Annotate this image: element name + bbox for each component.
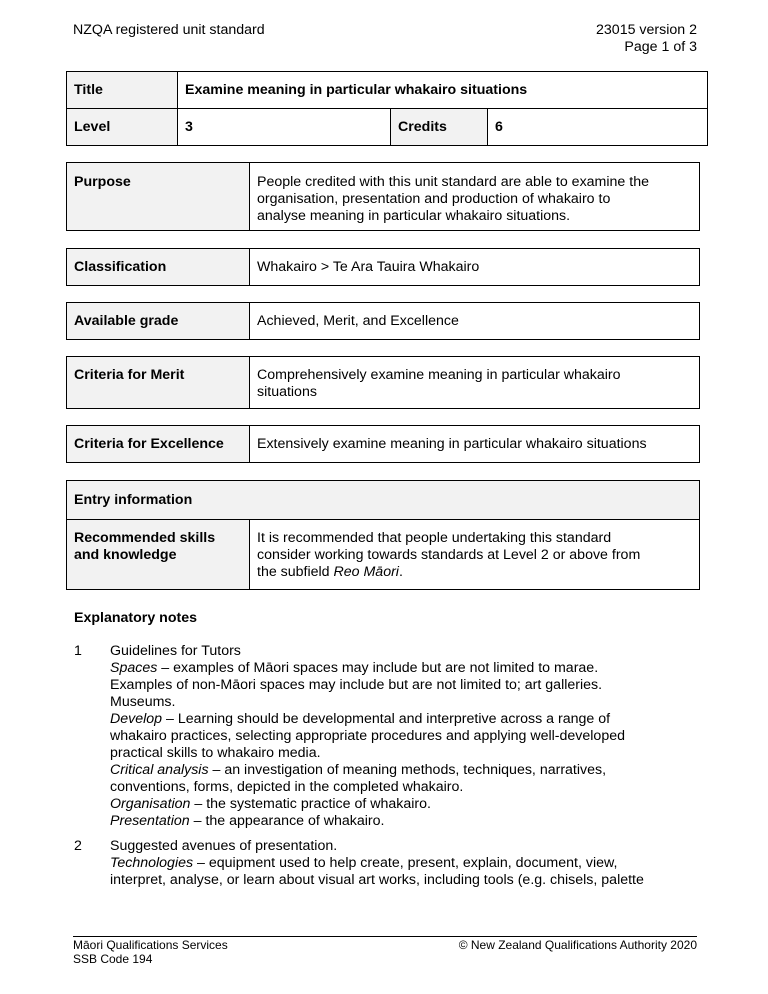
title-value: Examine meaning in particular whakairo situations bbox=[178, 72, 708, 109]
recommended-skills-line bbox=[257, 564, 692, 581]
title-table bbox=[66, 71, 708, 146]
recommended-skills-label-line: Recommended skills bbox=[74, 530, 216, 546]
title-label: Title bbox=[67, 72, 178, 109]
footer-left bbox=[73, 938, 228, 966]
note-line bbox=[110, 855, 710, 872]
criteria-excellence-value: Extensively examine meaning in particular whakairo situations bbox=[250, 426, 700, 463]
criteria-excellence-label: Criteria for Excellence bbox=[67, 426, 250, 463]
term-presentation: Presentation bbox=[110, 813, 190, 829]
note-line bbox=[110, 813, 710, 830]
credits-value: 6 bbox=[488, 109, 708, 146]
recommended-skills-value bbox=[250, 520, 700, 590]
available-grade-label: Available grade bbox=[67, 303, 250, 340]
definition-text: – the systematic practice of whakairo. bbox=[190, 796, 431, 812]
header-version-block bbox=[596, 22, 697, 56]
explanatory-notes-heading: Explanatory notes bbox=[74, 610, 197, 626]
note-line: conventions, forms, depicted in the completed whakairo. bbox=[110, 779, 464, 795]
recommended-skills-line: consider working towards standards at Level 2 or above from bbox=[257, 547, 641, 563]
subfield-suffix: . bbox=[398, 564, 403, 580]
note-1 bbox=[74, 643, 714, 829]
note-line bbox=[110, 796, 710, 813]
footer-divider bbox=[73, 936, 697, 937]
definition-text: – examples of Māori spaces may include but are not limited to marae. bbox=[157, 660, 599, 676]
footer-ssb-code: SSB Code 194 bbox=[73, 952, 153, 966]
footer-organisation: Māori Qualifications Services bbox=[73, 938, 228, 952]
header-page-number: Page 1 of 3 bbox=[624, 39, 697, 55]
note-title: Guidelines for Tutors bbox=[110, 643, 241, 659]
purpose-line: analyse meaning in particular whakairo situations. bbox=[257, 208, 571, 224]
criteria-merit-label: Criteria for Merit bbox=[67, 357, 250, 409]
note-2 bbox=[74, 838, 714, 898]
purpose-line: People credited with this unit standard are able to examine the bbox=[257, 174, 649, 190]
note-line: interpret, analyse, or learn about visual art works, including tools (e.g. chisels, palette bbox=[110, 872, 644, 888]
term-technologies: Technologies bbox=[110, 855, 194, 871]
subfield-prefix: the subfield bbox=[257, 564, 334, 580]
purpose-table bbox=[66, 162, 700, 231]
recommended-skills-label bbox=[67, 520, 250, 590]
definition-text: – Learning should be developmental and interpretive across a range of bbox=[162, 711, 611, 727]
note-number: 1 bbox=[74, 643, 82, 659]
definition-text: – equipment used to help create, present, explain, document, view, bbox=[193, 855, 618, 871]
note-line: Examples of non-Māori spaces may include but are not limited to; art galleries. bbox=[110, 677, 603, 693]
note-line: practical skills to whakairo media. bbox=[110, 745, 321, 761]
recommended-skills-label-line: and knowledge bbox=[74, 547, 177, 563]
level-value: 3 bbox=[178, 109, 391, 146]
note-line: whakairo practices, selecting appropriate procedures and applying well-developed bbox=[110, 728, 625, 744]
purpose-label: Purpose bbox=[67, 163, 250, 231]
note-body bbox=[110, 643, 710, 830]
note-line bbox=[110, 762, 710, 779]
header-version: 23015 version 2 bbox=[596, 22, 697, 38]
header-document-type: NZQA registered unit standard bbox=[73, 22, 265, 38]
criteria-merit-value bbox=[250, 357, 700, 409]
note-line bbox=[110, 711, 710, 728]
recommended-skills-line: It is recommended that people undertaking this standard bbox=[257, 530, 612, 546]
level-label: Level bbox=[67, 109, 178, 146]
classification-table bbox=[66, 248, 700, 286]
note-title: Suggested avenues of presentation. bbox=[110, 838, 338, 854]
term-develop: Develop bbox=[110, 711, 163, 727]
note-line bbox=[110, 660, 710, 677]
term-critical-analysis: Critical analysis bbox=[110, 762, 209, 778]
term-spaces: Spaces bbox=[110, 660, 158, 676]
note-line: Museums. bbox=[110, 694, 176, 710]
note-body bbox=[110, 838, 710, 889]
criteria-merit-line: Comprehensively examine meaning in particular whakairo bbox=[257, 367, 621, 383]
definition-text: – the appearance of whakairo. bbox=[189, 813, 385, 829]
purpose-line: organisation, presentation and production of whakairo to bbox=[257, 191, 611, 207]
footer-copyright: © New Zealand Qualifications Authority 2020 bbox=[458, 938, 697, 952]
entry-information-table bbox=[66, 480, 700, 590]
purpose-value bbox=[250, 163, 700, 231]
criteria-excellence-table bbox=[66, 425, 700, 463]
definition-text: – an investigation of meaning methods, techniques, narratives, bbox=[208, 762, 607, 778]
note-number: 2 bbox=[74, 838, 82, 854]
available-grade-value: Achieved, Merit, and Excellence bbox=[250, 303, 700, 340]
classification-value: Whakairo > Te Ara Tauira Whakairo bbox=[250, 249, 700, 286]
term-organisation: Organisation bbox=[110, 796, 191, 812]
entry-information-heading: Entry information bbox=[67, 481, 700, 520]
available-grade-table bbox=[66, 302, 700, 340]
subfield-name: Reo Māori bbox=[333, 564, 399, 580]
criteria-merit-line: situations bbox=[257, 384, 317, 400]
criteria-merit-table bbox=[66, 356, 700, 409]
classification-label: Classification bbox=[67, 249, 250, 286]
credits-label: Credits bbox=[391, 109, 488, 146]
